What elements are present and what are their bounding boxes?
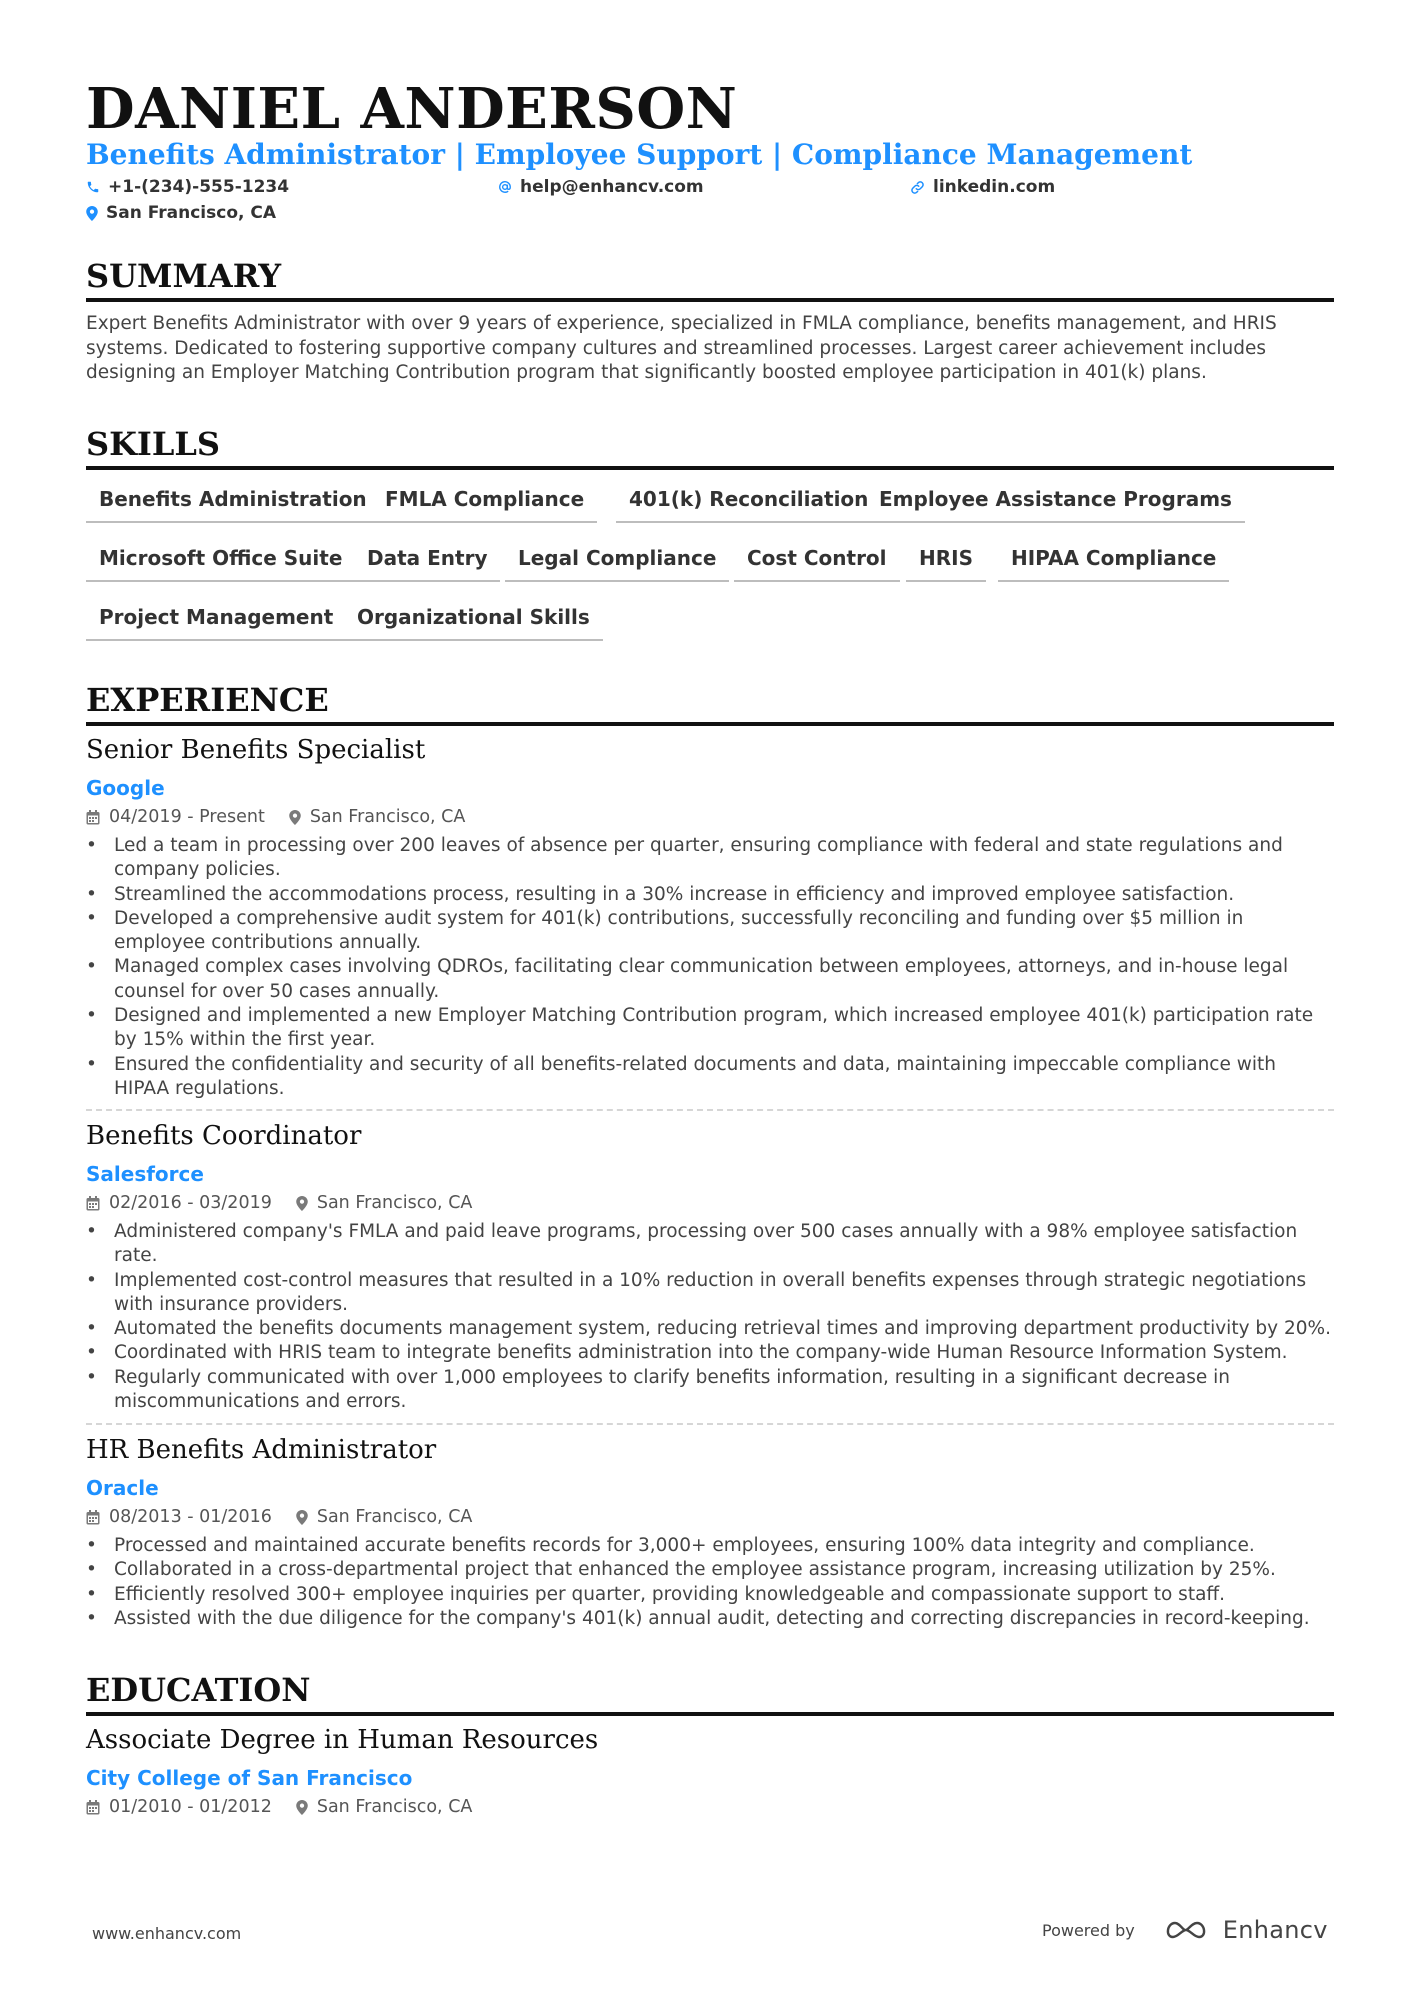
location-pin-icon [296, 1800, 308, 1815]
skill-tag: HRIS [906, 543, 986, 582]
list-item: • Developed a comprehensive audit system for 401(k) contributions, successfully reconciling and funding over $5 million in employee contributions annually. [86, 907, 1334, 956]
skill-tag: Employee Assistance Programs [866, 484, 1245, 523]
job-dates: 04/2019 - Present [109, 807, 265, 827]
job-meta [86, 1192, 472, 1214]
education-meta [86, 1796, 472, 1818]
skill-tag: Organizational Skills [344, 602, 603, 641]
at-icon [498, 180, 512, 194]
company-name: Google [86, 776, 165, 800]
list-item: • Regularly communicated with over 1,000 employees to clarify benefits information, resulting in a significant decrease in miscommunications and errors. [86, 1366, 1334, 1415]
link-icon [910, 180, 925, 195]
list-item: • Led a team in processing over 200 leaves of absence per quarter, ensuring compliance with federal and state regulations and company policies. [86, 834, 1334, 883]
footer-website-link[interactable]: www.enhancv.com [92, 1924, 242, 1943]
list-item: • Designed and implemented a new Employer Matching Contribution program, which increased employee 401(k) participation rate by 15% within the first year. [86, 1004, 1334, 1053]
skill-tag: FMLA Compliance [372, 484, 597, 523]
location-pin-icon [289, 810, 301, 825]
enhancv-logo-icon [1161, 1918, 1211, 1942]
phone-icon [86, 180, 100, 194]
job-dates: 02/2016 - 03/2019 [109, 1193, 272, 1213]
education-dates: 01/2010 - 01/2012 [109, 1797, 272, 1817]
job-title: Senior Benefits Specialist [86, 735, 426, 765]
list-item: • Administered company's FMLA and paid leave programs, processing over 500 cases annually with a 98% employee satisfaction rate. [86, 1220, 1334, 1269]
company-name: Oracle [86, 1476, 159, 1500]
powered-by-label: Powered by [1042, 1920, 1135, 1940]
education-heading: EDUCATION [86, 1670, 1334, 1716]
education-location: San Francisco, CA [316, 1797, 473, 1817]
list-item: • Ensured the confidentiality and security of all benefits-related documents and data, maintaining impeccable compliance with HIPAA regulations. [86, 1053, 1334, 1102]
list-item: • Assisted with the due diligence for the company's 401(k) annual audit, detecting and correcting discrepancies in record-keeping. [86, 1607, 1334, 1631]
list-item: • Implemented cost-control measures that resulted in a 10% reduction in overall benefits expenses through strategic negotiations with insurance providers. [86, 1269, 1334, 1318]
list-item: • Streamlined the accommodations process, resulting in a 30% increase in efficiency and improved employee satisfaction. [86, 883, 1334, 907]
contact-location [86, 202, 276, 224]
job-bullets [86, 834, 1334, 1101]
job-divider [86, 1423, 1334, 1425]
degree-title: Associate Degree in Human Resources [86, 1725, 599, 1755]
skills-heading: SKILLS [86, 424, 1334, 470]
calendar-icon [86, 1510, 100, 1525]
summary-text: Expert Benefits Administrator with over 9 years of experience, specialized in FMLA compliance, benefits management, and HRIS systems. Dedicated to fostering supportive company cultures and streamlined processes. Largest career achievement includes designing an Employer Matching Contribution program that significantly boosted employee participation in 401(k) plans. [86, 313, 1277, 383]
job-title: HR Benefits Administrator [86, 1435, 437, 1465]
email-text: help@enhancv.com [520, 177, 704, 197]
list-item: • Automated the benefits documents management system, reducing retrieval times and improving department productivity by 20%. [86, 1317, 1334, 1341]
brand-name: Enhancv [1222, 1916, 1328, 1944]
location-pin-icon [86, 206, 98, 221]
school-name: City College of San Francisco [86, 1766, 413, 1790]
job-title: Benefits Coordinator [86, 1121, 362, 1151]
linkedin-text: linkedin.com [933, 177, 1056, 197]
phone-text: +1-(234)-555-1234 [108, 177, 290, 197]
skill-tag: HIPAA Compliance [998, 543, 1229, 582]
job-dates: 08/2013 - 01/2016 [109, 1507, 272, 1527]
skills-list [86, 484, 1334, 661]
footer-powered-by[interactable] [1042, 1916, 1328, 1944]
list-item: • Collaborated in a cross-departmental project that enhanced the employee assistance program, increasing utilization by 25%. [86, 1558, 1334, 1582]
job-location: San Francisco, CA [316, 1507, 473, 1527]
list-item: • Managed complex cases involving QDROs, facilitating clear communication between employees, attorneys, and in-house legal counsel for over 50 cases annually. [86, 955, 1334, 1004]
skill-tag: Legal Compliance [505, 543, 729, 582]
company-name: Salesforce [86, 1162, 204, 1186]
skill-tag: 401(k) Reconciliation [616, 484, 881, 523]
calendar-icon [86, 1196, 100, 1211]
skill-tag: Data Entry [354, 543, 500, 582]
calendar-icon [86, 810, 100, 825]
location-pin-icon [296, 1510, 308, 1525]
job-bullets [86, 1220, 1334, 1414]
calendar-icon [86, 1800, 100, 1815]
headline: Benefits Administrator | Employee Support | Compliance Management [86, 138, 1193, 171]
summary-heading: SUMMARY [86, 256, 1334, 302]
contact-linkedin[interactable] [910, 176, 1055, 198]
experience-heading: EXPERIENCE [86, 680, 1334, 726]
skill-tag: Cost Control [734, 543, 900, 582]
list-item: • Coordinated with HRIS team to integrate benefits administration into the company-wide Human Resource Information System. [86, 1341, 1334, 1365]
job-location: San Francisco, CA [316, 1193, 473, 1213]
job-bullets [86, 1534, 1334, 1631]
skill-tag: Microsoft Office Suite [86, 543, 355, 582]
candidate-name: DANIEL ANDERSON [86, 76, 738, 142]
job-location: San Francisco, CA [309, 807, 466, 827]
location-text: San Francisco, CA [106, 203, 277, 223]
contact-phone[interactable] [86, 176, 289, 198]
contact-email[interactable] [498, 176, 704, 198]
list-item: • Processed and maintained accurate benefits records for 3,000+ employees, ensuring 100% data integrity and compliance. [86, 1534, 1334, 1558]
job-divider [86, 1109, 1334, 1111]
list-item: • Efficiently resolved 300+ employee inquiries per quarter, providing knowledgeable and compassionate support to staff. [86, 1583, 1334, 1607]
location-pin-icon [296, 1196, 308, 1211]
job-meta [86, 1506, 472, 1528]
skill-tag: Benefits Administration [86, 484, 380, 523]
job-meta [86, 806, 465, 828]
skill-tag: Project Management [86, 602, 346, 641]
